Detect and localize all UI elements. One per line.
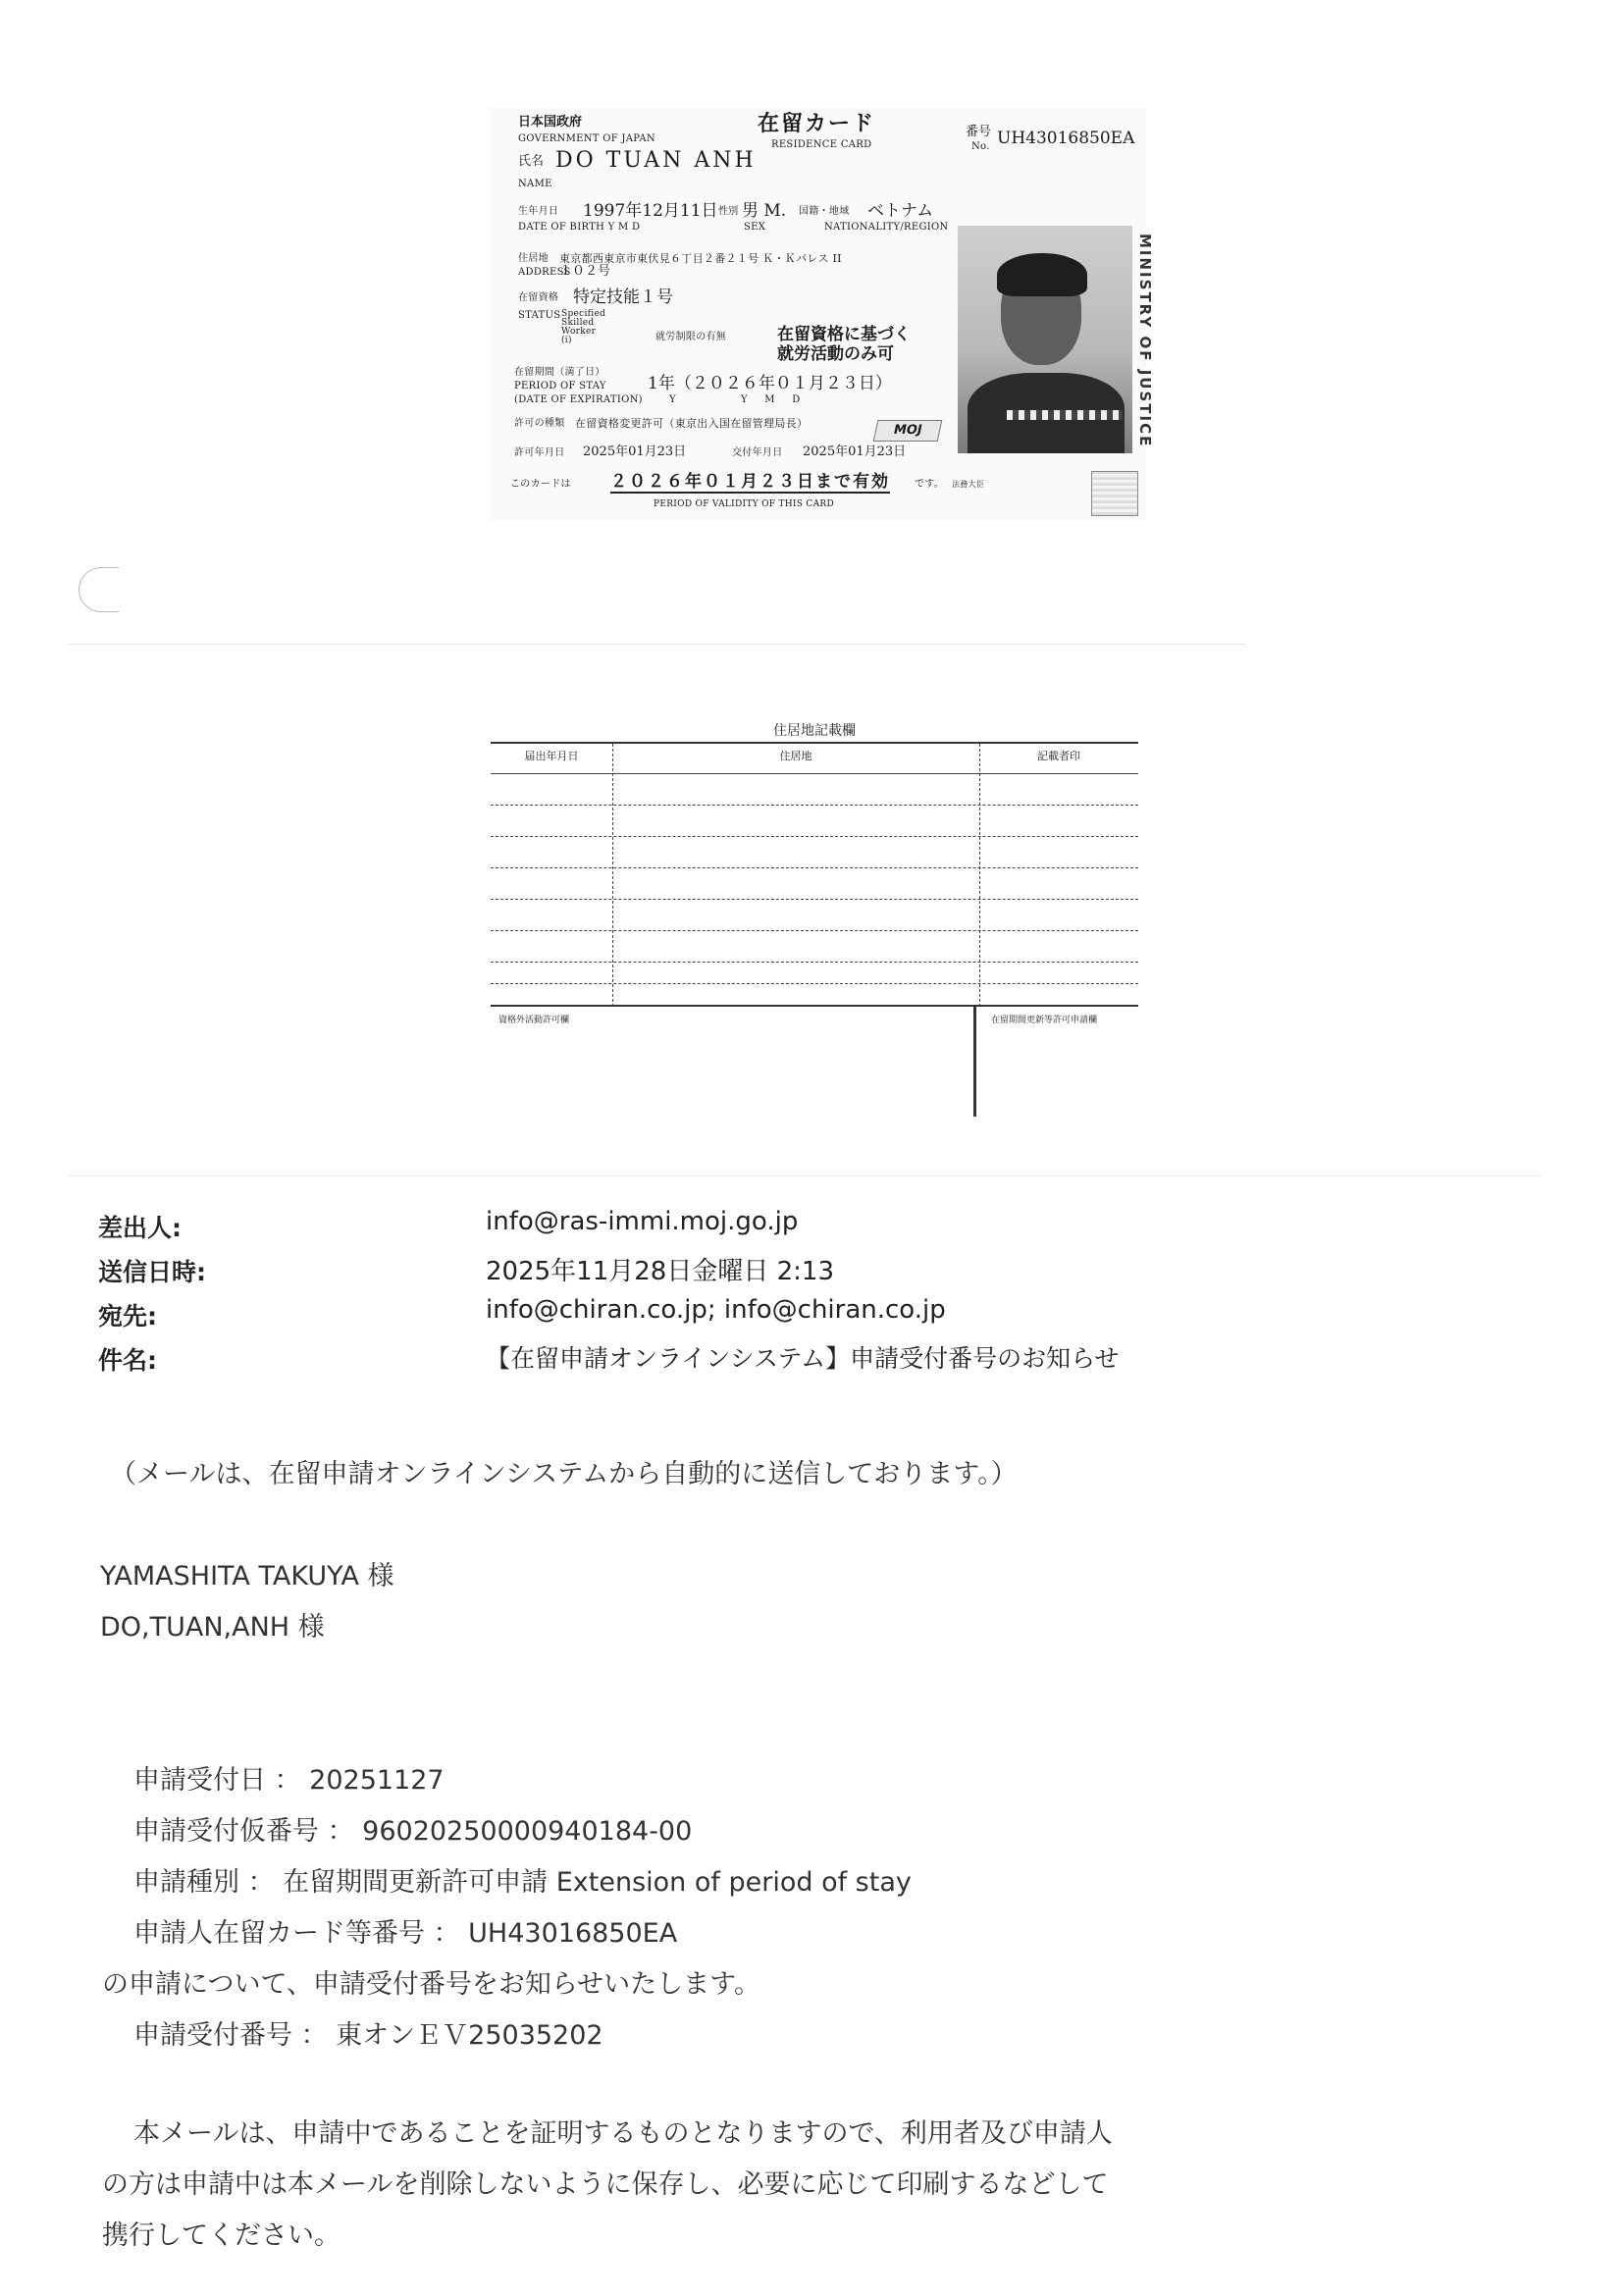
status-label: 在留資格 xyxy=(518,292,559,303)
work-restriction-label: 就労制限の有無 xyxy=(655,332,727,342)
to-value: info@chiran.co.jp; info@chiran.co.jp xyxy=(486,1295,946,1325)
name-label-en: NAME xyxy=(518,179,552,189)
sent-value: 2025年11月28日金曜日 2:13 xyxy=(486,1257,834,1286)
work-restriction-line-2: 就労活動のみ可 xyxy=(777,344,894,364)
card-issuer-en: GOVERNMENT OF JAPAN xyxy=(518,133,655,144)
card-number: UH43016850EA xyxy=(997,129,1135,148)
auto-send-notice: （メールは、在留申請オンラインシステムから自動的に送信しております。） xyxy=(110,1459,1018,1489)
residence-card-back xyxy=(491,714,1138,1117)
subject-label: 件名: xyxy=(98,1346,157,1375)
nationality-label: 国籍・地域 xyxy=(799,206,850,217)
issue-date-label: 交付年月日 xyxy=(732,447,783,458)
permit-type: 在留資格変更許可（東京出入国在留管理局長） xyxy=(575,417,809,430)
from-label: 差出人: xyxy=(98,1214,182,1242)
application-type: 申請種別 ： 在留期間更新許可申請 Extension of period of stay xyxy=(133,1867,912,1898)
closing-line-3: 携行してください。 xyxy=(102,2220,340,2251)
from-value: info@ras-immi.moj.go.jp xyxy=(486,1207,799,1236)
to-label: 宛先: xyxy=(98,1302,157,1331)
scan-divider xyxy=(69,644,1246,645)
table-row-line xyxy=(491,983,1138,984)
bottom-rule xyxy=(491,1005,1138,1007)
scan-divider xyxy=(69,1175,1541,1176)
holder-name: DO TUAN ANH xyxy=(555,148,757,173)
address-line-1: 東京都西東京市東伏見６丁目２番２１号 Ｋ・Ｋパレス II xyxy=(559,252,842,265)
period-label-en-2: (DATE OF EXPIRATION) xyxy=(514,394,643,405)
table-row-line xyxy=(491,930,1138,931)
sex-value: 男 M. xyxy=(742,201,787,221)
address-record-title: 住居地記載欄 xyxy=(773,723,856,739)
address-line-2: １０２号 xyxy=(559,264,611,279)
validity-date: ２０２６年０１月２３日まで有効 xyxy=(610,472,890,492)
period-label-en: PERIOD OF STAY xyxy=(514,381,606,391)
col-header-recorder: 記載者印 xyxy=(1037,750,1080,762)
sex-label: 性別 xyxy=(718,206,739,217)
authority: 法務大臣 xyxy=(952,480,985,489)
col-header-date: 届出年月日 xyxy=(524,750,579,762)
ministry-of-justice-vertical: MINISTRY OF JUSTICE xyxy=(1136,234,1154,448)
permit-date: 2025年01月23日 xyxy=(583,444,687,459)
dob-sublabel: DATE OF BIRTH Y M D xyxy=(518,222,641,233)
scan-edge-mark xyxy=(79,567,119,612)
permit-type-label: 許可の種類 xyxy=(514,418,565,429)
period-label: 在留期間（満了日） xyxy=(514,367,605,378)
validity-prefix: このカードは xyxy=(510,479,571,490)
status-value: 特定技能１号 xyxy=(573,287,673,307)
table-row-line xyxy=(491,962,1138,963)
date-of-birth: 1997年12月11日 xyxy=(583,201,718,221)
bottom-divider xyxy=(973,1007,976,1117)
status-value-en: Specified Skilled Worker (i) xyxy=(561,309,606,345)
validity-label-en: PERIOD OF VALIDITY OF THIS CARD xyxy=(654,499,834,509)
nationality-value: ベトナム xyxy=(867,201,934,221)
card-number-label-en: No. xyxy=(971,141,990,152)
temporary-receipt-number: 申請受付仮番号 ： 96020250000940184-00 xyxy=(133,1816,693,1847)
period-of-stay: 1年（２０２６年０１月２３日） xyxy=(648,374,892,393)
address-label-en: ADDRESS xyxy=(518,267,571,278)
receipt-number: 申請受付番号 ： 東オンＥＶ25035202 xyxy=(133,2020,603,2051)
card-issuer: 日本国政府 xyxy=(518,115,583,130)
table-row-line xyxy=(491,836,1138,837)
notice-line: の申請について、申請受付番号をお知らせいたします。 xyxy=(102,1969,760,2000)
closing-line-1: 本メールは、申請中であることを証明するものとなりますので、利用者及び申請人 xyxy=(133,2118,1113,2149)
receipt-date: 申請受付日 ： 20251127 xyxy=(133,1765,445,1796)
column-divider xyxy=(612,744,613,1007)
closing-line-2: の方は申請中は本メールを削除しないように保存し、必要に応じて印刷するなどして xyxy=(102,2169,1109,2200)
addressee-1: YAMASHITA TAKUYA 様 xyxy=(100,1561,394,1592)
table-row-line xyxy=(491,867,1138,868)
address-label: 住居地 xyxy=(518,253,549,264)
col-header-address: 住居地 xyxy=(779,750,812,762)
sent-label: 送信日時: xyxy=(98,1258,206,1286)
card-number-label: 番号 xyxy=(966,125,992,139)
table-row-line xyxy=(491,899,1138,900)
nationality-label-en: NATIONALITY/REGION xyxy=(824,222,949,233)
header-rule xyxy=(491,742,1138,744)
card-title: 在留カード xyxy=(758,111,876,136)
extension-application-label: 在留期間更新等許可申請欄 xyxy=(991,1016,1098,1025)
addressee-2: DO,TUAN,ANH 様 xyxy=(100,1612,325,1643)
table-row-line xyxy=(491,805,1138,806)
moj-hologram: MOJ xyxy=(873,420,943,442)
subject-value: 【在留申請オンラインシステム】申請受付番号のお知らせ xyxy=(486,1344,1120,1373)
name-label: 氏名 xyxy=(518,154,545,169)
dob-label: 生年月日 xyxy=(518,206,559,217)
card-title-en: RESIDENCE CARD xyxy=(771,139,872,150)
sex-label-en: SEX xyxy=(744,222,766,233)
table-row-line xyxy=(491,773,1138,774)
work-restriction-line-1: 在留資格に基づく xyxy=(777,325,911,344)
validity-suffix: です。 xyxy=(915,479,945,490)
period-ymd: Y Y M D xyxy=(669,394,801,405)
activity-permit-label: 資格外活動許可欄 xyxy=(498,1016,570,1025)
status-label-en: STATUS xyxy=(518,310,561,321)
issue-date: 2025年01月23日 xyxy=(803,444,907,459)
official-seal xyxy=(1091,471,1138,516)
permit-date-label: 許可年月日 xyxy=(514,447,565,458)
holder-photo xyxy=(958,226,1132,453)
column-divider xyxy=(979,744,980,1007)
residence-card-front xyxy=(491,108,1154,520)
applicant-card-number: 申請人在留カード等番号 ： UH43016850EA xyxy=(133,1918,678,1949)
